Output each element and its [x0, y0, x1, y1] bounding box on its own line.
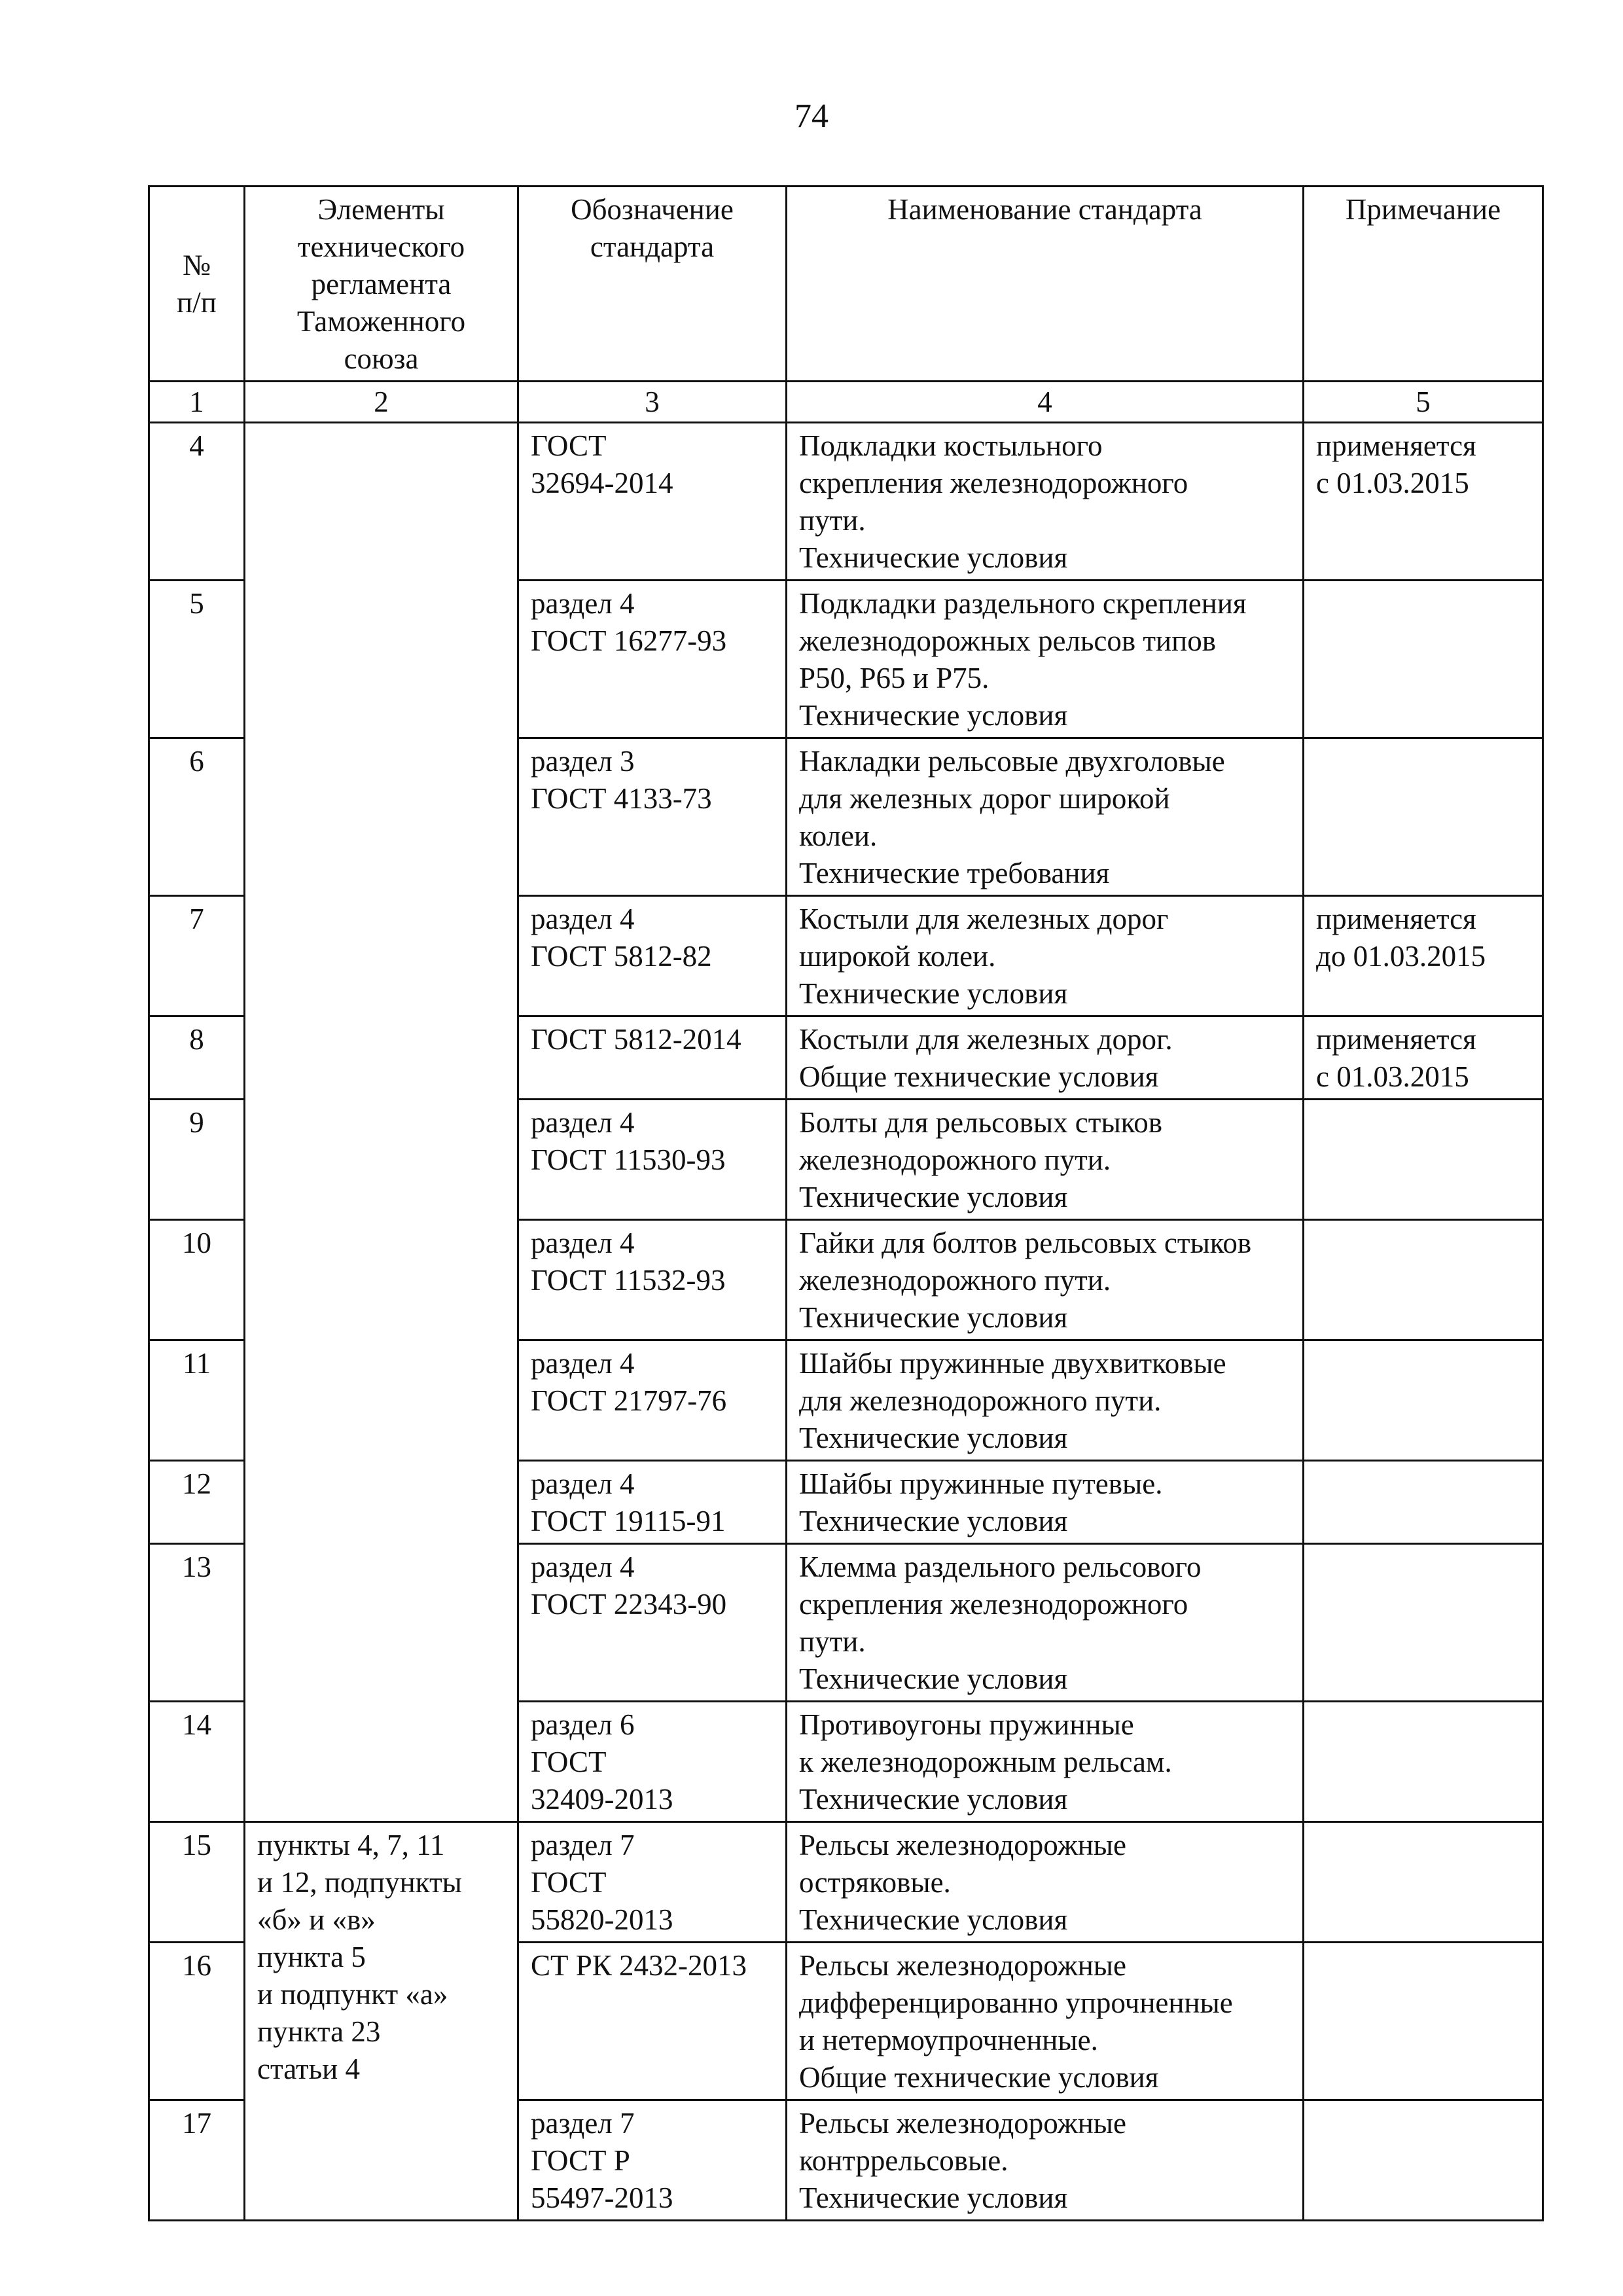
standard-note	[1304, 738, 1543, 896]
standard-designation: раздел 4 ГОСТ 11530-93	[518, 1100, 787, 1220]
row-number: 5	[149, 581, 245, 738]
row-number: 4	[149, 423, 245, 581]
standard-designation: раздел 3 ГОСТ 4133-73	[518, 738, 787, 896]
standard-designation: СТ РК 2432-2013	[518, 1943, 787, 2100]
row-number: 12	[149, 1461, 245, 1544]
standard-name: Накладки рельсовые двухголовые для железных дорог широкой колеи. Технические требования	[787, 738, 1304, 896]
standard-name: Подкладки раздельного скрепления железнодорожных рельсов типов Р50, Р65 и Р75. Технические условия	[787, 581, 1304, 738]
header-note: Примечание	[1304, 187, 1543, 382]
row-number: 11	[149, 1340, 245, 1461]
standard-name: Подкладки костыльного скрепления железнодорожного пути. Технические условия	[787, 423, 1304, 581]
header-elements: Элементы технического регламента Таможенного союза	[245, 187, 518, 382]
page-number: 74	[794, 98, 829, 135]
standard-name: Шайбы пружинные путевые. Технические условия	[787, 1461, 1304, 1544]
standard-note	[1304, 581, 1543, 738]
standard-designation: раздел 4 ГОСТ 11532-93	[518, 1220, 787, 1340]
column-number: 3	[518, 382, 787, 423]
standard-name: Рельсы железнодорожные дифференцированно упрочненные и нетермоупрочненные. Общие технические условия	[787, 1943, 1304, 2100]
standard-note	[1304, 1822, 1543, 1943]
row-number: 15	[149, 1822, 245, 1943]
standard-note: применяется с 01.03.2015	[1304, 423, 1543, 581]
standard-name: Рельсы железнодорожные контррельсовые. Технические условия	[787, 2100, 1304, 2221]
row-number: 16	[149, 1943, 245, 2100]
standard-note	[1304, 1100, 1543, 1220]
standards-table	[148, 185, 1544, 2221]
standard-note	[1304, 1220, 1543, 1340]
standard-note	[1304, 1461, 1543, 1544]
standard-name: Противоугоны пружинные к железнодорожным рельсам. Технические условия	[787, 1702, 1304, 1822]
standard-note	[1304, 2100, 1543, 2221]
standard-name: Шайбы пружинные двухвитковые для железнодорожного пути. Технические условия	[787, 1340, 1304, 1461]
standard-name: Костыли для железных дорог широкой колеи. Технические условия	[787, 896, 1304, 1016]
standard-name: Рельсы железнодорожные остряковые. Технические условия	[787, 1822, 1304, 1943]
column-number: 2	[245, 382, 518, 423]
row-number: 7	[149, 896, 245, 1016]
row-number: 6	[149, 738, 245, 896]
standard-note	[1304, 1340, 1543, 1461]
standard-note	[1304, 1544, 1543, 1702]
standard-name: Болты для рельсовых стыков железнодорожного пути. Технические условия	[787, 1100, 1304, 1220]
row-number: 14	[149, 1702, 245, 1822]
column-number: 1	[149, 382, 245, 423]
row-number: 13	[149, 1544, 245, 1702]
table-row	[149, 423, 1543, 581]
row-number: 17	[149, 2100, 245, 2221]
standard-name: Гайки для болтов рельсовых стыков железнодорожного пути. Технические условия	[787, 1220, 1304, 1340]
standard-designation: раздел 7 ГОСТ Р 55497-2013	[518, 2100, 787, 2221]
table-row	[149, 1822, 1543, 1943]
row-number: 9	[149, 1100, 245, 1220]
column-number-row	[149, 382, 1543, 423]
standard-designation: раздел 4 ГОСТ 21797-76	[518, 1340, 787, 1461]
row-number: 8	[149, 1016, 245, 1100]
column-number: 5	[1304, 382, 1543, 423]
standard-designation: раздел 4 ГОСТ 22343-90	[518, 1544, 787, 1702]
standard-designation: раздел 4 ГОСТ 5812-82	[518, 896, 787, 1016]
standard-name: Костыли для железных дорог. Общие технические условия	[787, 1016, 1304, 1100]
standard-note	[1304, 1943, 1543, 2100]
row-number: 10	[149, 1220, 245, 1340]
header-designation: Обозначение стандарта	[518, 187, 787, 382]
standard-designation: раздел 4 ГОСТ 16277-93	[518, 581, 787, 738]
header-number: № п/п	[149, 187, 245, 382]
standard-designation: ГОСТ 32694-2014	[518, 423, 787, 581]
standard-note: применяется с 01.03.2015	[1304, 1016, 1543, 1100]
standard-designation: раздел 6 ГОСТ 32409-2013	[518, 1702, 787, 1822]
standard-name: Клемма раздельного рельсового скрепления железнодорожного пути. Технические условия	[787, 1544, 1304, 1702]
table-header-row	[149, 187, 1543, 382]
standard-designation: раздел 4 ГОСТ 19115-91	[518, 1461, 787, 1544]
standard-designation: раздел 7 ГОСТ 55820-2013	[518, 1822, 787, 1943]
table-body	[149, 423, 1543, 2221]
standard-note	[1304, 1702, 1543, 1822]
column-number: 4	[787, 382, 1304, 423]
standard-designation: ГОСТ 5812-2014	[518, 1016, 787, 1100]
regulation-elements-cell	[245, 423, 518, 1822]
standard-note: применяется до 01.03.2015	[1304, 896, 1543, 1016]
regulation-elements-cell: пункты 4, 7, 11 и 12, подпункты «б» и «в» пункта 5 и подпункт «а» пункта 23 статьи 4	[245, 1822, 518, 2221]
header-standard-name: Наименование стандарта	[787, 187, 1304, 382]
